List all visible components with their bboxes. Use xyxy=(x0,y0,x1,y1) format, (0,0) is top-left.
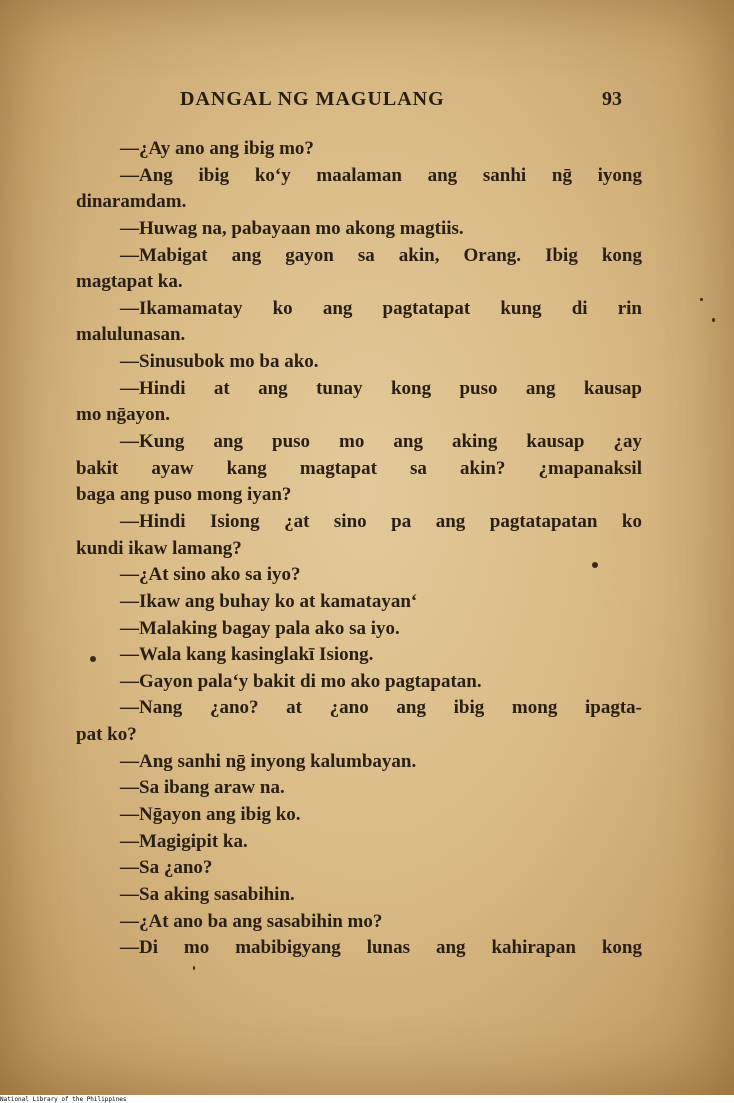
text-line: —Nḡayon ang ibig ko. xyxy=(120,804,301,826)
text-line: —Huwag na, pabayaan mo akong magtiis. xyxy=(120,217,464,239)
text-line: baga ang puso mong iyan? xyxy=(76,484,292,506)
text-line: —Hindi Isiong ¿at sino pa ang pagtatapatan ko xyxy=(120,510,642,532)
text-line: —Ikaw ang buhay ko at kamatayan‘ xyxy=(120,590,418,612)
running-title: DANGAL NG MAGULANG xyxy=(180,88,445,110)
text-line: —¿At sino ako sa iyo? xyxy=(120,564,301,586)
text-line: —Sa ibang araw na. xyxy=(120,777,285,799)
ink-speck xyxy=(700,298,703,301)
text-line: —Sa ¿ano? xyxy=(120,857,213,879)
ink-speck xyxy=(193,966,195,970)
ink-speck xyxy=(592,562,598,568)
text-line: bakit ayaw kang magtapat sa akin? ¿mapanaksil xyxy=(76,457,642,479)
text-line: —¿Ay ano ang ibig mo? xyxy=(120,138,314,159)
text-line: mo nḡayon. xyxy=(76,404,170,426)
body-text xyxy=(76,136,642,962)
text-line: —Mabigat ang gayon sa akin, Orang. Ibig kong xyxy=(120,244,642,266)
text-line: —Di mo mabibigyang lunas ang kahirapan kong xyxy=(120,937,642,959)
ink-speck xyxy=(712,318,715,322)
text-line: —Sinusubok mo ba ako. xyxy=(120,351,319,373)
text-line: —Gayon pala‘y bakit di mo ako pagtapatan. xyxy=(120,670,482,692)
page-number: 93 xyxy=(602,88,622,110)
library-credit: National Library of the Philippines xyxy=(0,1096,127,1103)
text-line: magtapat ka. xyxy=(76,271,183,293)
text-line: —Ang ibig ko‘y maalaman ang sanhi nḡ iyong xyxy=(120,164,642,186)
text-line: kundi ikaw lamang? xyxy=(76,537,242,559)
text-line: —Hindi at ang tunay kong puso ang kausap xyxy=(120,377,642,399)
text-line: —Sa aking sasabihin. xyxy=(120,883,295,905)
text-line: dinaramdam. xyxy=(76,191,187,213)
text-line: —Magigipit ka. xyxy=(120,830,248,852)
text-line: pat ko? xyxy=(76,724,137,746)
text-line: —Nang ¿ano? at ¿ano ang ibig mong ipagta- xyxy=(120,697,642,719)
text-line: —Wala kang kasinglakī Isiong. xyxy=(120,644,374,666)
text-line: —Ang sanhi nḡ inyong kalumbayan. xyxy=(120,750,417,772)
text-line: —Kung ang puso mo ang aking kausap ¿ay xyxy=(120,431,642,453)
text-line: —Ikamamatay ko ang pagtatapat kung di rin xyxy=(120,297,642,319)
ink-speck xyxy=(90,656,96,662)
text-line: malulunasan. xyxy=(76,324,186,346)
text-line: —Malaking bagay pala ako sa iyo. xyxy=(120,617,400,639)
text-line: —¿At ano ba ang sasabihin mo? xyxy=(120,910,383,932)
